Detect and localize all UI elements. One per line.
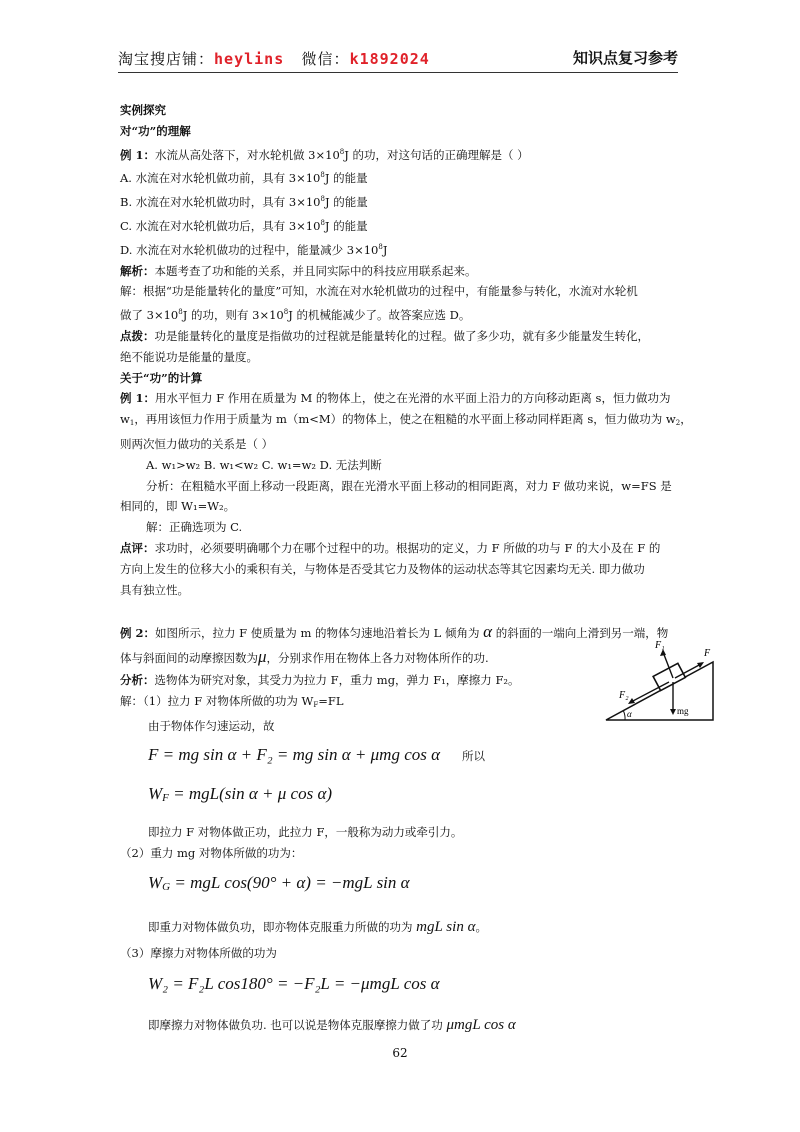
subscript: 1 [129, 419, 135, 428]
label-f: F [704, 648, 711, 659]
question-text: J 的功，对这句话的正确理解是（ ） [344, 147, 529, 162]
example-label: 例 2： [120, 626, 156, 641]
solution-text: =FL [318, 694, 344, 709]
subscript: F [162, 791, 169, 804]
formula-work: = mgL(sin α + μ cos α) [168, 783, 333, 803]
solution-text: J 的功，则有 3×10 [182, 308, 284, 323]
tip-line: 绝不能说功是能量的量度。 [120, 349, 258, 364]
option-a [120, 165, 690, 189]
exponent: 8 [178, 308, 183, 317]
option-text: J 的能量 [324, 171, 368, 186]
example-label: 例 1： [120, 147, 156, 162]
exponent: 8 [378, 242, 383, 251]
part-heading: （3）摩擦力对物体所做的功为 [120, 946, 277, 961]
question-text: 的斜面的一端向上滑到另一端，物 [495, 626, 669, 641]
option-text: C. 水流在对水轮机做功后，具有 3×10 [120, 218, 321, 233]
option-text: A. 水流在对水轮机做功前，具有 3×10 [120, 171, 321, 186]
analysis-label: 分析： [120, 673, 155, 688]
option-text: J 的能量 [324, 218, 368, 233]
option-text: J 的能量 [324, 195, 368, 210]
so-text: 所以 [461, 748, 485, 763]
shop-name: heylins [214, 50, 285, 68]
formula-gravity: = mgL cos(90° + α) = −mgL sin α [170, 873, 410, 893]
tip-text: 功是能量转化的量度是指做功的过程就是能量转化的过程。做了多少功，就有多少能量发生转化， [154, 328, 649, 343]
subscript: 2 [675, 419, 681, 428]
option-b [120, 189, 690, 213]
tip-label: 点拨： [120, 328, 155, 343]
question-text: ， [680, 412, 692, 427]
option-text: B. 水流在对水轮机做功时，具有 3×10 [120, 195, 321, 210]
analysis-line: 分析：在粗糙水平面上移动一段距离，跟在光滑水平面上移动的相同距离，对力 F 做功来说，w=FS 是 [146, 478, 672, 493]
solution-line [120, 302, 690, 326]
option-text: J [382, 242, 388, 257]
shop-info [118, 48, 430, 69]
options-row: A. w₁>w₂ B. w₁<w₂ C. w₁=w₂ D. 无法判断 [146, 457, 382, 472]
formula-row [120, 774, 690, 818]
incline-figure [603, 632, 715, 724]
conclusion-line: 即拉力 F 对物体做正功，此拉力 F，一般称为动力或牵引力。 [148, 824, 463, 839]
exponent: 8 [339, 147, 345, 156]
example-question [120, 142, 690, 166]
question-text: ，再用该恒力作用于质量为 m（m<M）的物体上，使之在粗糙的水平面上移动同样距离 s，恒力做功为 w [134, 412, 676, 427]
part-heading: （2）重力 mg 对物体所做的功为： [120, 845, 303, 860]
solution-text: J 的机械能减少了。故答案应选 D。 [288, 308, 471, 323]
label-mg: mg [677, 706, 689, 716]
document-body [120, 100, 690, 1041]
analysis-label: 解析： [120, 263, 155, 278]
comment-text: 求功时，必须要明确哪个力在哪个过程中的功。根据功的定义，力 F 所做的功与 F 的大小及在 F 的 [154, 540, 661, 555]
question-text: 用水平恒力 F 作用在质量为 M 的物体上，使之在光滑的水平面上沿力的方向移动距离 s，恒力做功为 [155, 391, 671, 406]
formula-inline: mgL sin α [416, 919, 476, 936]
tip [120, 326, 690, 347]
label-f2: F₂ [619, 690, 629, 701]
conclusion-text: 。 [475, 920, 487, 935]
exponent: 8 [320, 171, 325, 180]
formula-work: W [148, 783, 163, 803]
solution-line: 解：根据“功是能量转化的量度”可知，水流在对水轮机做功的过程中，有能量参与转化，水流对水轮机 [120, 284, 638, 299]
solution-text: 解：（1）拉力 F 对物体所做的功为 W [120, 694, 314, 709]
shop-label: 淘宝搜店铺： [118, 50, 215, 68]
question-text: 水流从高处落下，对水轮机做 3×10 [155, 147, 340, 162]
solution-line: 由于物体作匀速运动，故 [148, 718, 275, 733]
option-text: D. 水流在对水轮机做功的过程中，能量减少 3×10 [120, 242, 379, 257]
wechat-label: 微信： [301, 50, 350, 68]
question-text: 体与斜面间的动摩擦因数为 [120, 651, 258, 666]
exponent: 8 [320, 195, 325, 204]
formula-row [120, 964, 690, 1005]
question-text: ，分别求作用在物体上各力对物体所作的功. [266, 651, 489, 666]
example-label: 例 1： [120, 391, 156, 406]
comment-line: 方向上发生的位移大小的乘积有关，与物体是否受其它力及物体的运动状态等其它因素均无关. 即力做功 [120, 561, 645, 576]
section-heading: 对“功”的理解 [120, 123, 191, 138]
subscript: F [313, 701, 319, 710]
page-number: 62 [392, 1046, 408, 1060]
section-heading: 实例探究 [120, 103, 166, 117]
label-f1: F₁ [655, 640, 665, 651]
comment [120, 538, 690, 559]
alpha-symbol: α [483, 622, 493, 642]
analysis [120, 261, 690, 282]
solution-text: 做了 3×10 [120, 308, 179, 323]
conclusion-text: 即摩擦力对物体做负功. 也可以说是物体克服摩擦力做了功 [148, 1018, 443, 1033]
formula-friction: W₂ = F₂L cos180° = −F₂L = −μmgL cos α [148, 974, 440, 994]
mu-symbol: μ [258, 647, 267, 667]
exponent: 8 [283, 308, 289, 317]
analysis-text: 选物体为研究对象，其受力为拉力 F，重力 mg，弹力 F₁，摩擦力 F₂。 [154, 673, 520, 688]
analysis-line: 相同的，即 W₁=W₂。 [120, 499, 236, 514]
section-heading: 关于“功”的计算 [120, 370, 203, 385]
comment-line: 具有独立性。 [120, 582, 189, 597]
page-header [118, 44, 678, 73]
option-d [120, 237, 690, 261]
option-c [120, 213, 690, 237]
example-question [120, 388, 690, 409]
header-title: 知识点复习参考 [572, 49, 678, 67]
formula-gravity: W [148, 873, 163, 893]
conclusion-text: 即重力对物体做负功，即亦物体克服重力所做的功为 [148, 920, 413, 935]
solution-line: 解：正确选项为 C. [146, 520, 243, 535]
question-line: 则两次恒力做功的关系是（ ） [120, 436, 274, 451]
analysis-text: 本题考查了功和能的关系，并且同实际中的科技应用联系起来。 [154, 263, 477, 278]
formula-row [120, 737, 690, 774]
label-alpha: α [627, 709, 632, 719]
formula-inline: μmgL cos α [446, 1017, 516, 1034]
formula-row [120, 863, 690, 907]
question-text: w [120, 412, 130, 427]
wechat-id: k1892024 [349, 50, 430, 68]
question-text: 如图所示，拉力 F 使质量为 m 的物体匀速地沿着长为 L 倾角为 [155, 626, 480, 641]
subscript: G [162, 881, 171, 894]
question-line [120, 409, 690, 434]
exponent: 8 [320, 218, 325, 227]
conclusion-line [120, 1009, 690, 1041]
comment-label: 点评： [120, 540, 155, 555]
formula-force: F = mg sin α + F₂ = mg sin α + μmg cos α [148, 744, 441, 764]
conclusion-line [120, 911, 690, 943]
